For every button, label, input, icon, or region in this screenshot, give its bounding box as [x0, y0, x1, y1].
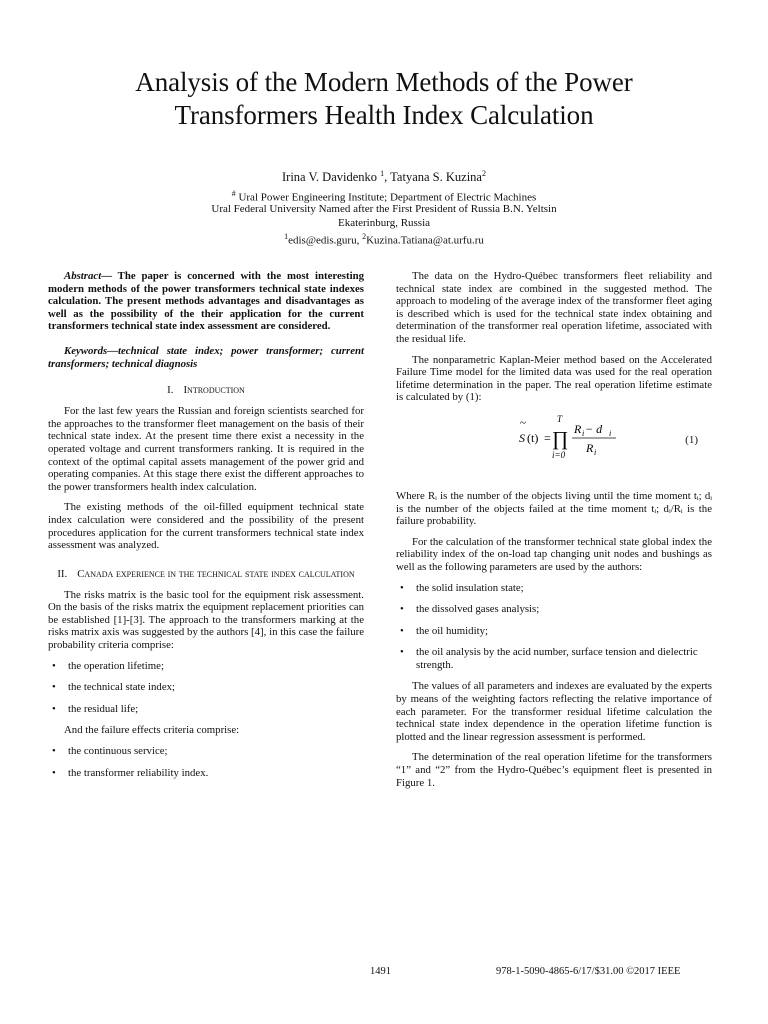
bullet-icon: •	[400, 603, 404, 616]
section-2-heading	[48, 568, 364, 581]
section-1-number: I.	[167, 384, 174, 397]
author-1: Irina V. Davidenko	[282, 170, 378, 185]
affiliation-line-2: Ural Federal University Named after the First President of Russia B.N. Yeltsin	[211, 203, 557, 215]
left-column	[48, 270, 364, 788]
list-item-text: the residual life;	[68, 702, 139, 715]
affiliation-mark: #	[231, 189, 236, 198]
title-line-2: Transformers Health Index Calculation	[174, 100, 594, 130]
equation-1	[396, 412, 712, 482]
bullet-icon: •	[52, 766, 56, 779]
section-1-heading	[48, 384, 364, 397]
equation-number: (1)	[685, 433, 698, 446]
copyright-isbn: 978-1-5090-4865-6/17/$31.00 ©2017 IEEE	[496, 966, 681, 977]
author-2-sup: 2	[481, 169, 486, 178]
list-item-text: the transformer reliability index.	[68, 766, 209, 779]
list-item-text: the oil humidity;	[416, 624, 488, 637]
eq-num-r: R	[574, 421, 582, 436]
list-item	[48, 767, 364, 780]
right-paragraph-2: The nonparametric Kaplan-Meier method based on the Accelerated Failure Time model for the limited data was used for the real operation lifetime determination in the paper. The real operation lifetime estimate is calculated by (1):	[396, 353, 712, 404]
list-item	[48, 660, 364, 673]
intro-paragraph-1: For the last few years the Russian and foreign scientists searched for the approaches to the transformer fleet management on the basis of their technical state index. At the present time there exist a necessity in the operated voltage and current transformers ranking. It is required in the context of the optimal capital assets management of the power grid and operating companies. At this stage there exist the different approaches to the power transformers health index calculation.	[48, 405, 364, 493]
right-paragraph-6: The determination of the real operation lifetime for the transformers “1” and “2” from the Hydro-Québec’s equipment fleet is presented in Figure 1.	[396, 751, 712, 789]
author-separator: ,	[384, 170, 391, 185]
email-2: Kuzina.Tatiana@at.urfu.ru	[366, 234, 484, 247]
right-paragraph-5: The values of all parameters and indexes are evaluated by the experts by means of the weighting factors reflecting the relative importance of each parameter. For the transformer residual lifetime calculation the technical state index dependence in the operation lifetime function is plotted and the linear regression assessment is performed.	[396, 680, 712, 743]
title-line-1: Analysis of the Modern Methods of the Power	[135, 67, 633, 97]
email-1-sup: 1	[284, 232, 289, 241]
list-item-text: the oil analysis by the acid number, surface tension and dielectric strength.	[416, 646, 698, 671]
list-item	[396, 625, 712, 638]
intro-paragraph-2: The existing methods of the oil-filled equipment technical state index calculation were considered and the possibility of the present procedures application for the current transformers technical state index assessment was analyzed.	[48, 501, 364, 552]
list-item	[48, 745, 364, 758]
email-1: edis@edis.guru,	[288, 234, 363, 247]
bullet-icon: •	[52, 702, 56, 715]
list-item	[396, 646, 712, 671]
bullet-icon: •	[52, 745, 56, 758]
failure-effects-list	[48, 745, 364, 779]
list-item	[396, 582, 712, 595]
equation-graphic	[516, 412, 626, 478]
eq-den-r: R	[586, 440, 594, 455]
right-paragraph-3: Where Rᵢ is the number of the objects living until the time moment tᵢ; dᵢ is the number of the objects failed at the time moment tᵢ; dᵢ/Rᵢ is the failure probability.	[396, 489, 712, 528]
list-item-text: the continuous service;	[68, 745, 168, 758]
section-1-title: Introduction	[183, 384, 245, 397]
canada-paragraph-2: And the failure effects criteria comprise:	[64, 724, 240, 737]
abstract-dash: —	[101, 270, 118, 282]
right-column	[396, 270, 712, 797]
list-item-text: the solid insulation state;	[416, 581, 524, 594]
failure-probability-list	[48, 660, 364, 716]
parameters-list	[396, 582, 712, 672]
keywords: Keywords—technical state index; power transformer; current transformers; technical diagnosis	[48, 344, 364, 370]
bullet-icon: •	[400, 581, 404, 594]
list-item	[48, 681, 364, 694]
affiliation-emails	[0, 230, 768, 248]
list-item-text: the dissolved gases analysis;	[416, 603, 540, 616]
eq-num-sub: i	[582, 428, 585, 438]
paper-title	[40, 66, 728, 132]
eq-tilde: ~	[520, 416, 526, 429]
eq-arg: (t)	[527, 430, 539, 445]
author-1-sup: 1	[380, 169, 385, 178]
eq-upper-limit: T	[557, 413, 563, 424]
eq-den-sub: i	[594, 447, 597, 457]
abstract	[48, 270, 364, 333]
email-2-sup: 2	[362, 232, 367, 241]
affiliation-line-3: Ekaterinburg, Russia	[337, 217, 431, 229]
eq-product: ∏	[552, 427, 569, 450]
authors	[0, 166, 768, 185]
bullet-icon: •	[52, 681, 56, 694]
bullet-icon: •	[52, 659, 56, 672]
author-2: Tatyana S. Kuzina	[390, 170, 482, 185]
list-item	[48, 703, 364, 716]
list-item	[396, 603, 712, 616]
list-item-text: the technical state index;	[68, 681, 176, 694]
section-2-number: II.	[57, 567, 68, 580]
eq-lower-limit: i=0	[552, 449, 566, 460]
canada-paragraph-1: The risks matrix is the basic tool for the equipment risk assessment. On the basis of the risks matrix the equipment replacement priorities can be established [1]-[3]. The approach to the transformers marking at the risks matrix axis was suggested by the authors [4], in this case the failure probability criteria comprise:	[48, 588, 364, 652]
page-number: 1491	[370, 966, 391, 977]
abstract-text: The paper is concerned with the most interesting modern methods of the power transformers technical state indexes calculation. The present methods advantages and disadvantages as well as the possibility of the their application for the current transformers technical state index assessment are considered.	[48, 270, 364, 333]
bullet-icon: •	[400, 624, 404, 637]
right-paragraph-4: For the calculation of the transformer technical state global index the reliability index of the on-load tap changing unit nodes and bushings as well as the following parameters are used by the authors:	[396, 535, 712, 573]
affiliation-institute: Ural Power Engineering Institute; Department of Electric Machines	[235, 191, 537, 204]
right-paragraph-1: The data on the Hydro-Québec transformers fleet reliability and technical state index are combined in the suggested method. The approach to modeling of the average index of the transformer fleet aging is described which is used for the technical state index obtaining and determination of the transformer real operation lifetime, associated with the residual life.	[396, 270, 712, 345]
section-2-title: Canada experience in the technical state index calculation	[77, 567, 355, 580]
list-item-text: the operation lifetime;	[68, 659, 164, 672]
abstract-label: Abstract	[64, 270, 102, 282]
eq-num-sub2: i	[609, 428, 612, 438]
eq-equals: =	[544, 430, 551, 445]
eq-num-minus-d: − d	[585, 421, 603, 436]
eq-lhs: S	[519, 430, 525, 445]
bullet-icon: •	[400, 646, 404, 659]
